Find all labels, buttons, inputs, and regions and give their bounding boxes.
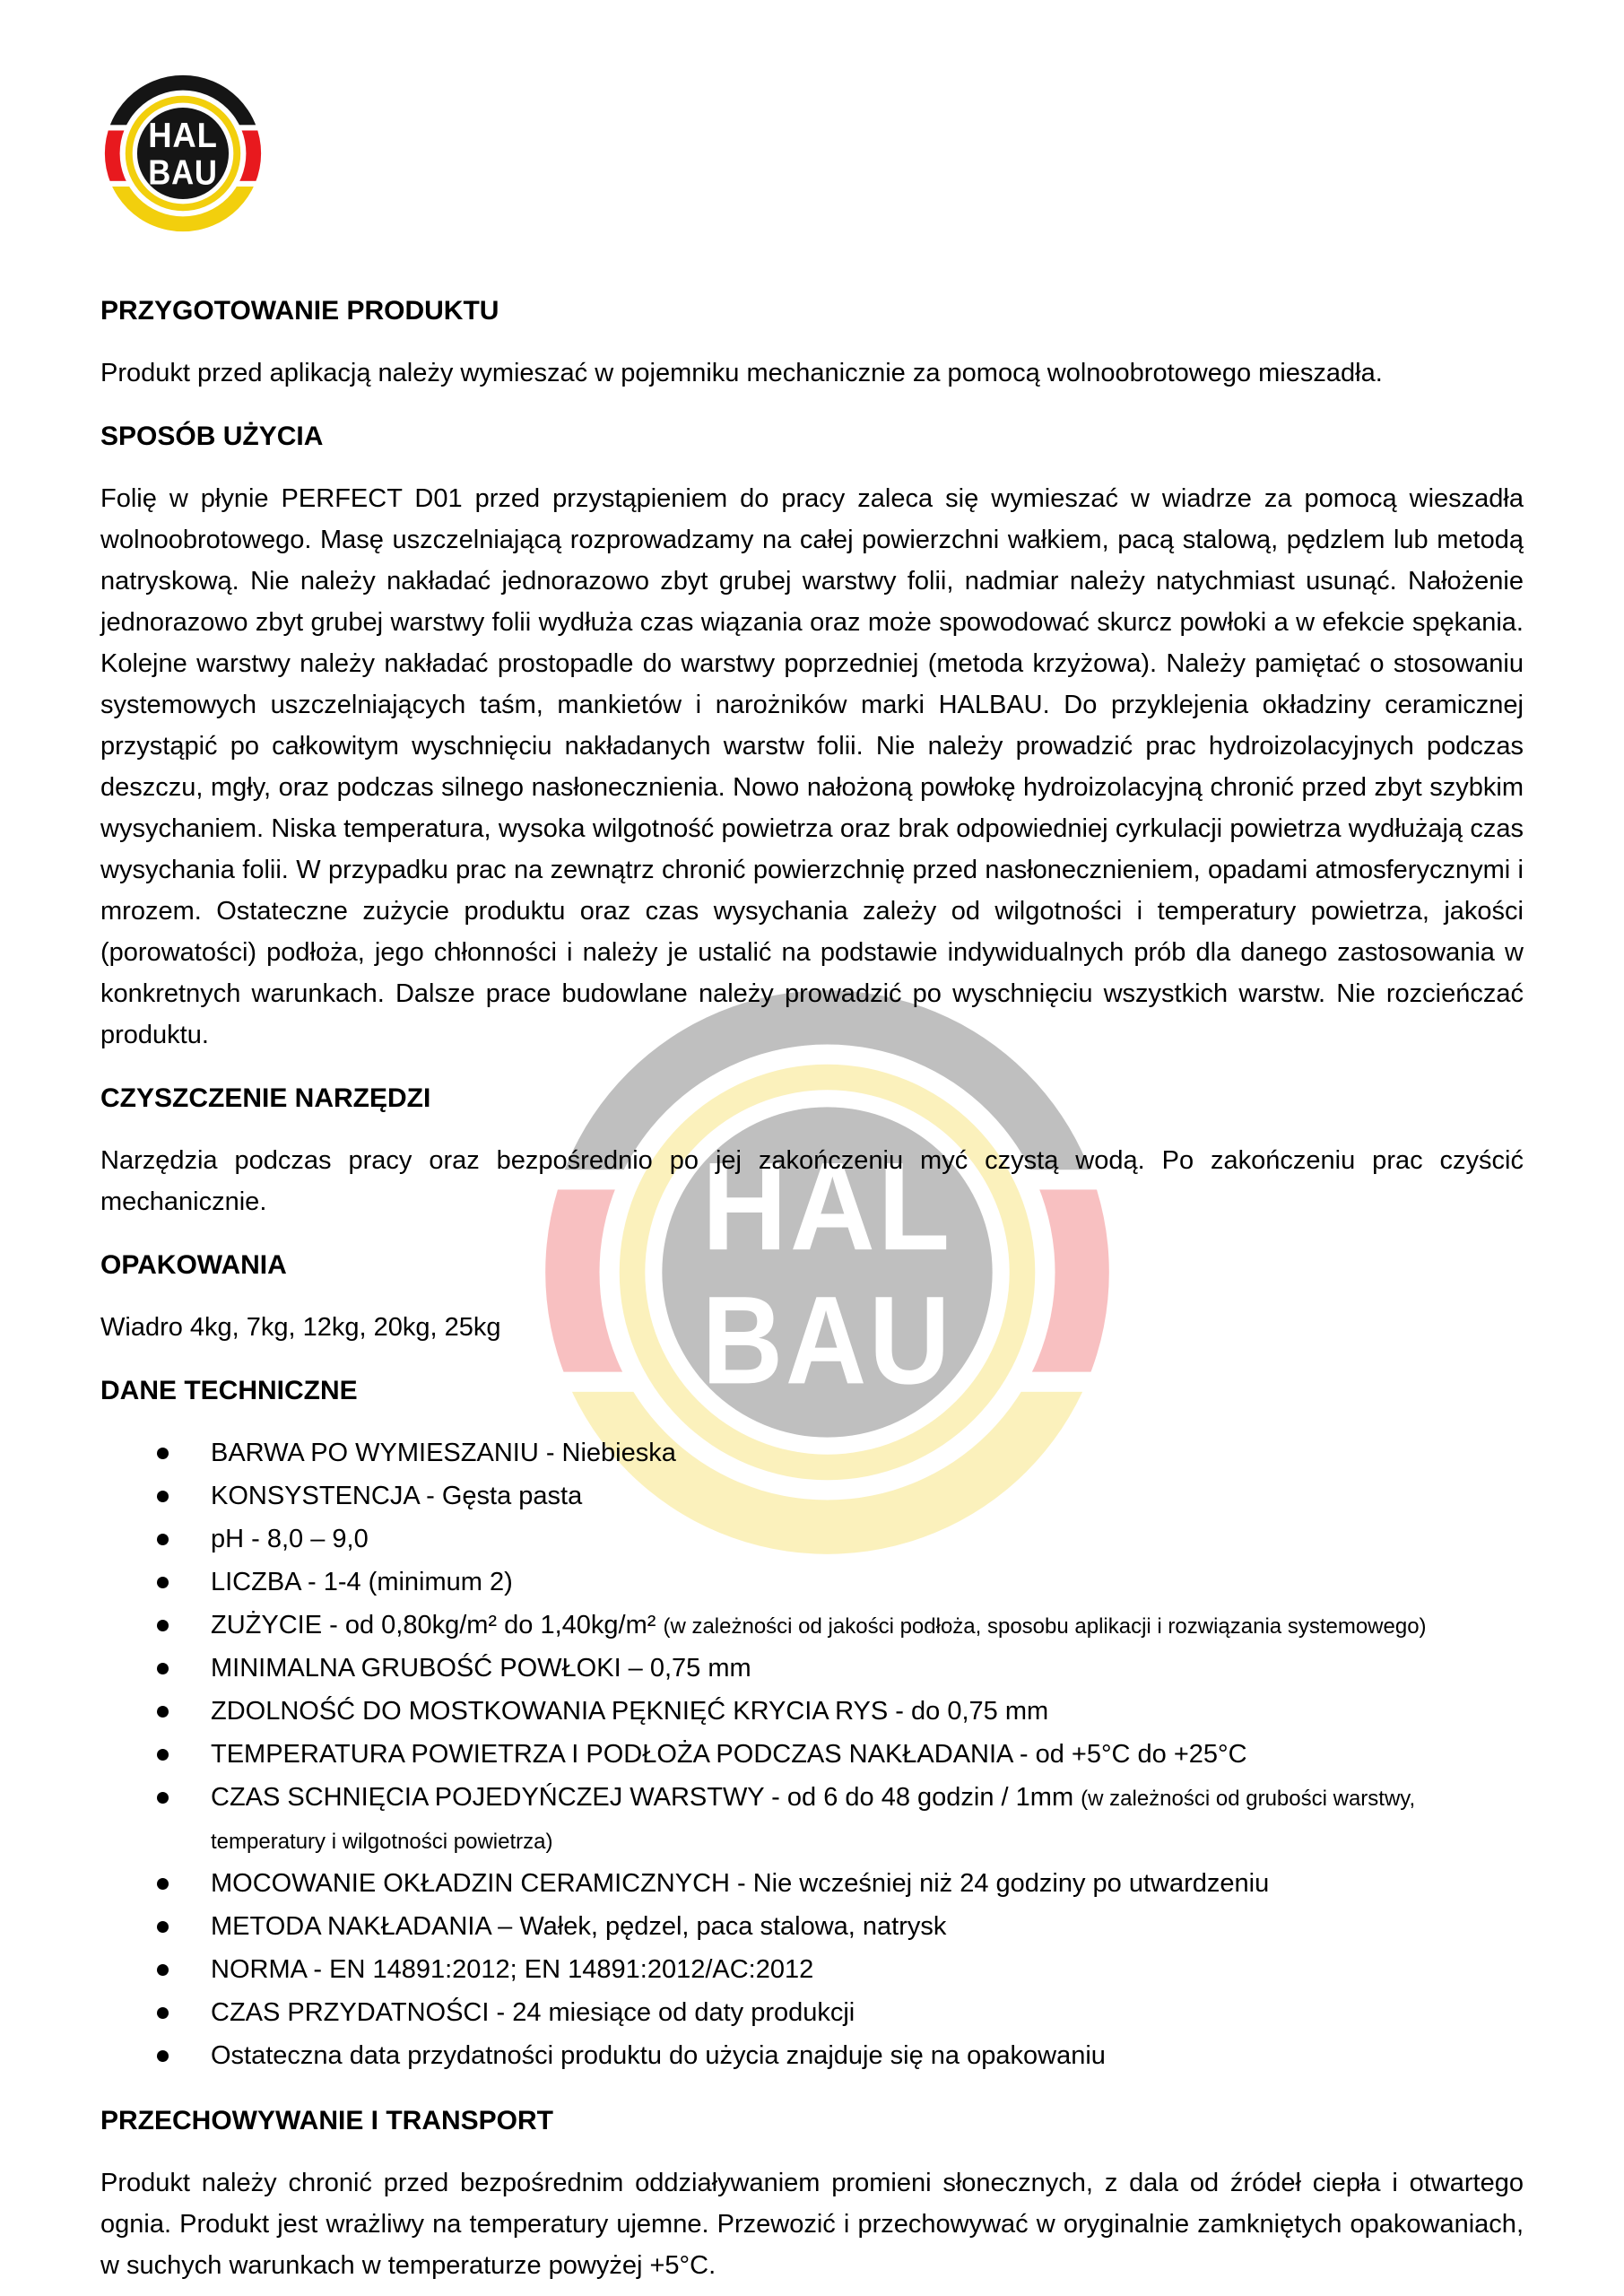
list-item: [100, 1992, 1524, 2035]
list-item: [100, 2035, 1524, 2078]
paragraph-przygotowanie-produktu: Produkt przed aplikacją należy wymieszać w pojemniku mechanicznie za pomocą wolnoobrotowego mieszadła.: [100, 359, 1383, 387]
heading-czyszczenie-narzedzi: CZYSZCZENIE NARZĘDZI: [100, 1083, 431, 1113]
logo-text-line2: BAU: [701, 1270, 953, 1411]
list-item-text: CZAS PRZYDATNOŚCI - 24 miesiące od daty produkcji: [211, 1998, 855, 2027]
list-item: [100, 1777, 1524, 1863]
list-item-text: LICZBA - 1-4 (minimum 2): [211, 1568, 513, 1596]
logo-text-line2: BAU: [148, 153, 218, 193]
heading-opakowania: OPAKOWANIA: [100, 1250, 287, 1280]
list-item: [100, 1518, 1524, 1561]
halbau-logo-graphic: [104, 74, 262, 232]
list-item: [100, 1648, 1524, 1691]
heading-dane-techniczne: DANE TECHNICZNE: [100, 1376, 358, 1405]
heading-sposob-uzycia: SPOSÓB UŻYCIA: [100, 422, 324, 451]
list-item-text: MINIMALNA GRUBOŚĆ POWŁOKI – 0,75 mm: [211, 1654, 751, 1683]
list-item-text: CZAS SCHNIĘCIA POJEDYŃCZEJ WARSTWY - od 6 do 48 godzin / 1mm: [211, 1783, 1081, 1812]
list-item: [100, 1863, 1524, 1906]
paragraph-sposob-uzycia: Folię w płynie PERFECT D01 przed przystąpieniem do pracy zaleca się wymieszać w wiadrze za pomocą wieszadła wolnoobrotowego. Masę uszczelniającą rozprowadzamy na całej powierzchni wałkiem, pacą stalową, pędzlem lub metodą natryskową. Nie należy nakładać jednorazowo zbyt grubej warstwy folii, nadmiar należy natychmiast usunąć. Nałożenie jednorazowo zbyt grubej warstwy folii wydłuża czas wiązania oraz może spowodować skurcz powłoki a w efekcie spękania. Kolejne warstwy należy nakładać prostopadle do warstwy poprzedniej (metoda krzyżowa). Należy pamiętać o stosowaniu systemowych uszczelniających taśm, mankietów i narożników marki HALBAU. Do przyklejenia okładziny ceramicznej przystąpić po całkowitym wyschnięciu nakładanych warstw folii. Nie należy prowadzić prac hydroizolacyjnych podczas deszczu, mgły, oraz podczas silnego nasłonecznienia. Nowo nałożoną powłokę hydroizolacyjną chronić przed zbyt szybkim wysychaniem. Niska temperatura, wysoka wilgotność powietrza oraz brak odpowiedniej cyrkulacji powietrza wydłużają czas wysychania folii. W przypadku prac na zewnątrz chronić powierzchnię przed nasłonecznieniem, opadami atmosferycznymi i mrozem. Ostateczne zużycie produktu oraz czas wysychania zależy od wilgotności i temperatury powietrza, jakości (porowatości) podłoża, jego chłonności i należy je ustalić na podstawie indywidualnych prób dla danego zastosowania w konkretnych warunkach. Dalsze prace budowlane należy prowadzić po wyschnięciu wszystkich warstw. Nie rozcieńczać produktu.: [100, 484, 1524, 1049]
halbau-logo: [104, 74, 262, 232]
list-item-note: (w zależności od jakości podłoża, sposobu aplikacji i rozwiązania systemowego): [663, 1614, 1427, 1639]
paragraph-czyszczenie-narzedzi: Narzędzia podczas pracy oraz bezpośrednio po jej zakończeniu myć czystą wodą. Po zakończeniu prac czyścić mechanicznie.: [100, 1146, 1524, 1216]
logo-text-line1: HAL: [701, 1136, 953, 1277]
list-item-note: (w zależności od grubości warstwy, temperatury i wilgotności powietrza): [211, 1787, 1416, 1854]
list-item-text: ZUŻYCIE - od 0,80kg/m² do 1,40kg/m²: [211, 1611, 664, 1639]
list-item-text: KONSYSTENCJA - Gęsta pasta: [211, 1482, 583, 1510]
list-item: [100, 1691, 1524, 1734]
list-item-text: ZDOLNOŚĆ DO MOSTKOWANIA PĘKNIĘĆ KRYCIA RYS - do 0,75 mm: [211, 1697, 1049, 1726]
list-item-text: Ostateczna data przydatności produktu do użycia znajduje się na opakowaniu: [211, 2041, 1106, 2070]
logo-text-line1: HAL: [148, 116, 218, 155]
list-item: [100, 1949, 1524, 1992]
paragraph-opakowania: Wiadro 4kg, 7kg, 12kg, 20kg, 25kg: [100, 1313, 501, 1342]
heading-przechowywanie-i-transport: PRZECHOWYWANIE I TRANSPORT: [100, 2106, 554, 2135]
list-item-text: NORMA - EN 14891:2012; EN 14891:2012/AC:2012: [211, 1955, 814, 1984]
list-item: [100, 1432, 1524, 1475]
list-item: [100, 1734, 1524, 1777]
list-item-text: pH - 8,0 – 9,0: [211, 1525, 369, 1553]
list-item-text: METODA NAKŁADANIA – Wałek, pędzel, paca stalowa, natrysk: [211, 1912, 947, 1941]
list-item-text: TEMPERATURA POWIETRZA I PODŁOŻA PODCZAS NAKŁADANIA - od +5°C do +25°C: [211, 1740, 1247, 1769]
technical-data-list: [100, 1432, 1524, 2078]
list-item: [100, 1475, 1524, 1518]
list-item: [100, 1906, 1524, 1949]
paragraph-przechowywanie-i-transport: Produkt należy chronić przed bezpośrednim oddziaływaniem promieni słonecznych, z dala od źródeł ciepła i otwartego ognia. Produkt jest wrażliwy na temperatury ujemne. Przewozić i przechowywać w oryginalnie zamkniętych opakowaniach, w suchych warunkach w temperaturze powyżej +5°C.: [100, 2169, 1524, 2280]
list-item: [100, 1561, 1524, 1605]
list-item-text: BARWA PO WYMIESZANIU - Niebieska: [211, 1439, 676, 1467]
heading-przygotowanie-produktu: PRZYGOTOWANIE PRODUKTU: [100, 296, 499, 326]
list-item-text: MOCOWANIE OKŁADZIN CERAMICZNYCH - Nie wcześniej niż 24 godziny po utwardzeniu: [211, 1869, 1270, 1898]
list-item: [100, 1605, 1524, 1648]
